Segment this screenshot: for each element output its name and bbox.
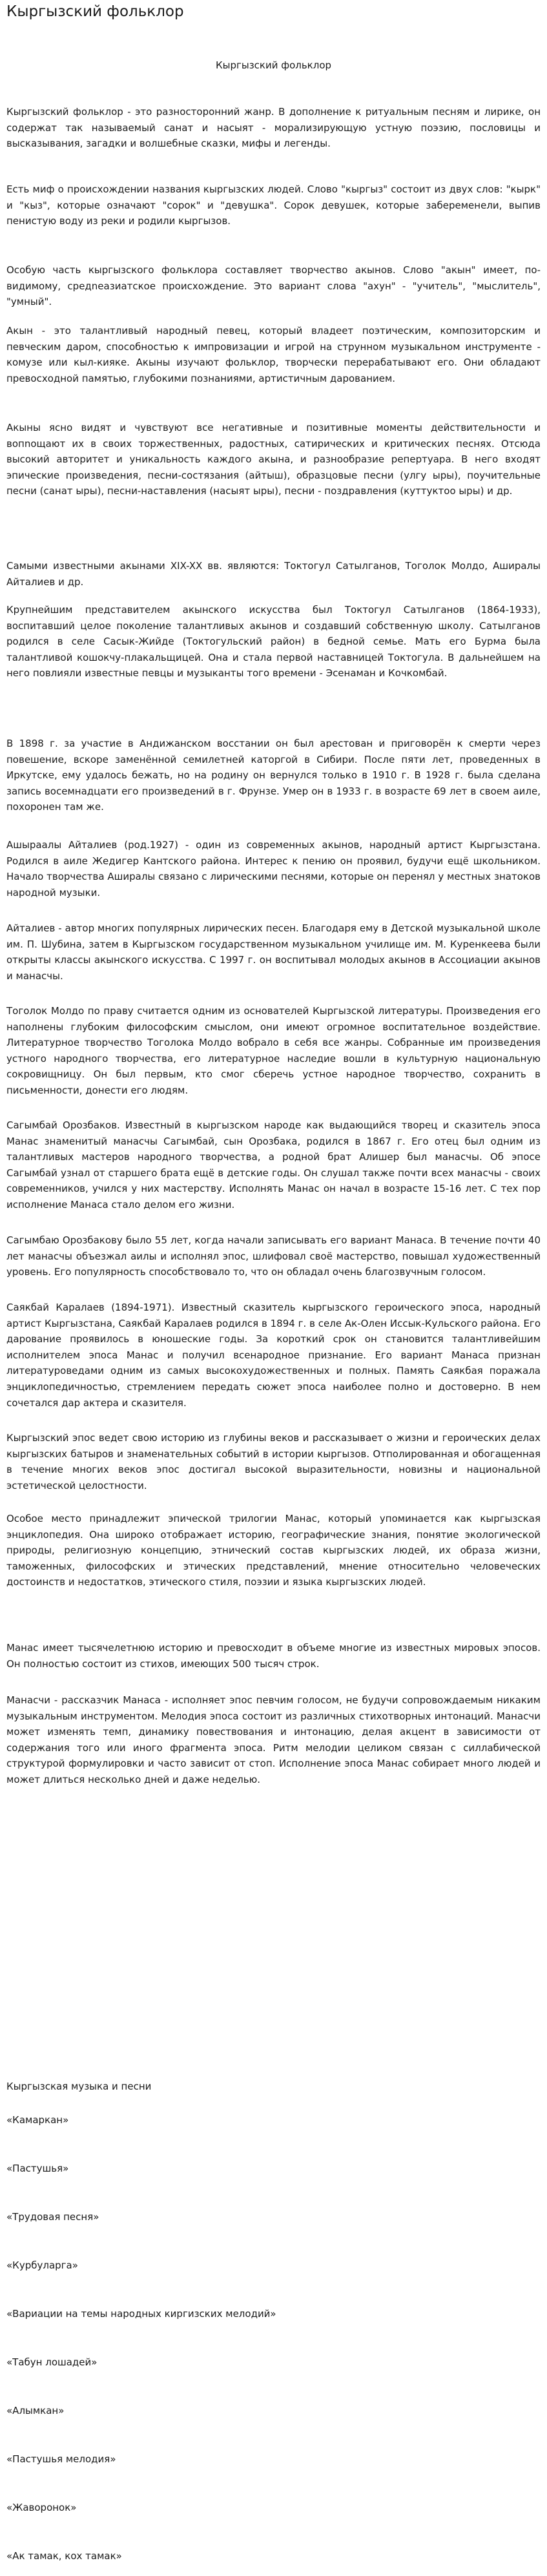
song-item: «Курбуларга»	[6, 2259, 78, 2271]
song-item: «Пастушья мелодия»	[6, 2453, 116, 2465]
paragraph: Кыргызский эпос ведет свою историю из глубины веков и рассказывает о жизни и героических делах кыргызских батыров и знаменательных событий в истории кыргызов. Отполированная и обогащенная в течение многих веков эпос достигал высокой выразительности, новизны и национальной эстетической целостности.	[6, 1432, 541, 1491]
paragraph: Кыргызский фольклор - это разносторонний жанр. В дополнение к ритуальным песням и лирике, он содержат так называемый санат и насыят - морализирующую устную поэзию, пословицы и высказывания, загадки и волшебные сказки, мифы и легенды.	[6, 106, 541, 150]
paragraph: Саякбай Каралаев (1894-1971). Известный сказитель кыргызского героического эпоса, народный артист Кыргызстана, Саякбай Каралаев родился в 1894 г. в селе Ак-Олен Иссык-Кульского района. Его дарование проявилось в юношеские годы. За короткий срок он становится талантливейшим исполнителем эпоса Манас и получил всенародное признание. Его вариант Манаса признан литературоведами одним из самых высокохудожественных и полных. Память Саякбая поражала энциклопедичностью, стремлением передать сюжет эпоса наиболее полно и достоверно. В нем сочетался дар актера и сказителя.	[6, 1302, 541, 1409]
paragraph: Айталиев - автор многих популярных лирических песен. Благодаря ему в Детской музыкальной школе им. П. Шубина, затем в Кыргызском государственном музыкальном училище им. М. Куренкеева были открыты классы акынского искусства. С 1997 г. он воспитывал молодых акынов в Ассоциации акынов и манасчы.	[6, 922, 541, 982]
page-title: Кыргызский фольклор	[6, 3, 184, 20]
paragraph: Есть миф о происхождении названия кыргызских людей. Слово "кыргыз" состоит из двух слов: "кырк" и "кыз", которые означают "сорок" и "девушка". Сорок девушек, которые забеременели, выпив пенистую воду из реки и родили кыргызов.	[6, 183, 541, 227]
song-item: «Камаркан»	[6, 2114, 69, 2126]
paragraph: Особое место принадлежит эпической трилогии Манас, который упоминается как кыргызская энциклопедия. Она широко отображает историю, географические знания, понятие экологической природы, религиозную концепцию, этнический состав кыргызских людей, их образа жизни, таможенных, философских и этических представлений, мнение относительно человеческих достоинств и недостатков, этического стиля, поэзии и языка кыргызских людей.	[6, 1513, 541, 1588]
article-title: Кыргызский фольклор	[215, 59, 332, 71]
paragraph: В 1898 г. за участие в Андижанском восстании он был арестован и приговорён к смерти через повешение, вскоре заменённой семилетней каторгой в Сибири. После пяти лет, проведенных в Иркутске, ему удалось бежать, но на родину он вернулся только в 1910 г. В 1928 г. была сделана запись восемнадцати его произведений в г. Фрунзе. Умер он в 1933 г. в возрасте 69 лет в своем аиле, похоронен там же.	[6, 738, 541, 813]
paragraph: Тоголок Молдо по праву считается одним из основателей Кыргызской литературы. Произведения его наполнены глубоким философским смыслом, они имеют огромное воспитательное воздействие. Литературное творчество Тоголока Молдо вобрало в себя все жанры. Собранные им произведения устного народного творчества, его литературное наследие вошли в культурную национальную сокровищницу. Он был первым, кто смог сберечь устное народное творчество, сохранить в письменности, донести его людям.	[6, 1005, 541, 1096]
paragraph: Особую часть кыргызского фольклора составляет творчество акынов. Слово "акын" имеет, по-видимому, средneазиатское происхождение. Это вариант слова "ахун" - "учитель", "мыслитель", "умный".	[6, 264, 541, 308]
song-item: «Алымкан»	[6, 2405, 65, 2416]
paragraph: Ашыраалы Айталиев (род.1927) - один из современных акынов, народный артист Кыргызстана. Родился в аиле Жедигер Кантского района. Интерес к пению он проявил, будучи ещё школьником. Начало творчества Аширалы связано с лирическими песнями, которые он перенял у местных знатоков народной музыки.	[6, 839, 541, 898]
paragraph: Сагымбаю Орозбакову было 55 лет, когда начали записывать его вариант Манаса. В течение почти 40 лет манасчы объезжал аилы и исполнял эпос, шлифовал своё мастерство, повышал художественный уровень. Его популярность способствовало то, что он обладал очень благозвучным голосом.	[6, 1234, 541, 1278]
paragraph: Крупнейшим представителем акынского искусства был Токтогул Сатылганов (1864-1933), воспитавший целое поколение талантливых акынов и создавший собственную школу. Сатылганов родился в селе Сасык-Жийде (Токтогульский район) в бедной семье. Мать его Бурма была талантливой кошокчу-плакальщицей. Она и стала первой наставницей Токтогула. В дальнейшем на него повлияли известные певцы и музыканты того времени - Эсенаман и Кочкомбай.	[6, 604, 541, 680]
song-item: «Пастушья»	[6, 2163, 69, 2174]
music-section-heading: Кыргызская музыка и песни	[6, 2081, 152, 2092]
paragraph: Акыны ясно видят и чувствуют все негативные и позитивные моменты действительности и вопnощают их в своих торжественных, радостных, сатирических и критических песнях. Отсюда высокий авторитет и уникальность каждого акына, и разнообразие репертуара. В него входят эпические произведения, песни-состязания (айтыш), образцовые песни (улгу ыры), поучительные песни (санат ыры), песни-наставления (насыят ыры), песни - поздравления (куттуктоо ыры) и др.	[6, 422, 541, 497]
paragraph: Манасчи - рассказчик Манаса - исполняет эпос певчим голосом, не будучи сопровождаемым никаким музыкальным инструментом. Мелодия эпоса состоит из различных стихотворных интонаций. Манасчи может изменять темп, динамику повествования и интонацию, делая акцент в зависимости от содержания того или иного фрагмента эпоса. Ритм мелодии целиком связан с силлабической структурой формулировки и часто зависит от стоп. Исполнение эпоса Манас собирает много людей и может длиться несколько дней и даже неделью.	[6, 1694, 541, 1785]
paragraph: Самыми известными акынами XIX-XX вв. являются: Токтогул Сатылганов, Тоголок Молдо, Аширалы Айталиев и др.	[6, 560, 541, 588]
song-item: «Трудовая песня»	[6, 2211, 99, 2223]
paragraph: Акын - это талантливый народный певец, который владеет поэтическим, композиторским и певческим даром, способностью к импровизации и игрой на струнном музыкальном инструменте - комузе или кыл-кияке. Акыны изучают фольклор, творчески перерабатывают его. Они обладают превосходной памятью, глубокими познаниями, артистичным дарованием.	[6, 325, 541, 384]
paragraph: Манас имеет тысячелетнюю историю и превосходит в объеме многие из известных мировых эпосов. Он полностью состоит из стихов, имеющих 500 тысяч строк.	[6, 1642, 541, 1670]
song-item: «Ак тамак, кох тамак»	[6, 2550, 122, 2562]
song-item: «Жаворонок»	[6, 2502, 77, 2513]
paragraph: Сагымбай Орозбаков. Известный в кыргызском народе как выдающийся творец и сказитель эпоса Манас знаменитый манасчы Сагымбай, сын Орозбака, родился в 1867 г. Его отец был одним из талантливых мастеров народного творчества, а родной брат Алишер был манасчы. Об эпосе Сагымбай узнал от старшего брата ещё в детские годы. Он слушал также почти всех манасчы - своих современников, учился у них мастерству. Исполнять Манас он начал в возрасте 15-16 лет. С тех пор исполнение Манаса стало делом его жизни.	[6, 1119, 541, 1210]
song-item: «Вариации на темы народных киргизских мелодий»	[6, 2308, 276, 2320]
song-item: «Табун лошадей»	[6, 2356, 98, 2368]
